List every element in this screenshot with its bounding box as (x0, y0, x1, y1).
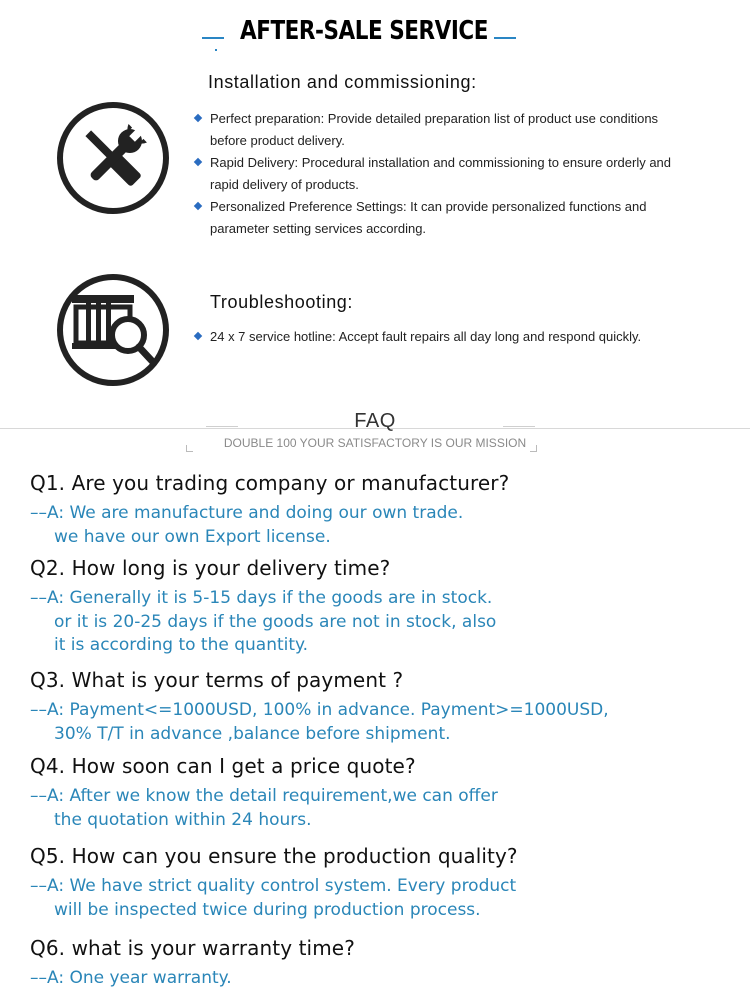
answer-line: ––A: After we know the detail requirement,we can offer (30, 786, 498, 806)
title-accent-line-left (202, 37, 224, 39)
bullet-text: parameter setting services according. (210, 221, 427, 236)
list-item (195, 152, 735, 196)
page-title: AFTER-SALE SERVICE (240, 16, 488, 46)
diamond-bullet-icon (194, 202, 202, 210)
wrench-screwdriver-icon (56, 101, 170, 215)
diamond-bullet-icon (194, 114, 202, 122)
list-item (195, 196, 735, 240)
faq-subtitle: DOUBLE 100 YOUR SATISFACTORY IS OUR MISSION (223, 436, 527, 450)
troubleshooting-heading: Troubleshooting: (210, 292, 354, 312)
diamond-bullet-icon (194, 158, 202, 166)
faq-question: Q6. what is your warranty time? (30, 936, 355, 960)
answer-line: it is according to the quantity. (54, 635, 309, 655)
answer-line: ––A: One year warranty. (30, 968, 232, 988)
faq-answer (30, 587, 496, 658)
faq-question: Q3. What is your terms of payment ? (30, 668, 404, 692)
answer-line: the quotation within 24 hours. (54, 809, 312, 830)
section-header (0, 8, 750, 48)
faq-question: Q1. Are you trading company or manufacturer? (30, 471, 510, 495)
bullet-text: Personalized Preference Settings: It can provide personalized functions and (210, 199, 647, 214)
faq-answer (30, 967, 232, 991)
title-accent-line-right (494, 37, 516, 39)
answer-line: or it is 20-25 days if the goods are not in stock, also (54, 611, 497, 632)
answer-line: 30% T/T in advance ,balance before shipment. (54, 723, 451, 744)
faq-answer (30, 699, 609, 746)
bullet-text: Rapid Delivery: Procedural installation and commissioning to ensure orderly and (210, 155, 672, 170)
bullet-text: before product delivery. (210, 133, 345, 148)
answer-line: will be inspected twice during production process. (54, 899, 481, 920)
answer-line: ––A: We have strict quality control system. Every product (30, 876, 517, 896)
title-accent-dot (215, 49, 217, 51)
faq-answer (30, 785, 498, 832)
faq-answer (30, 875, 516, 922)
diamond-bullet-icon (194, 332, 202, 340)
bullet-text: Perfect preparation: Provide detailed preparation list of product use conditions (210, 111, 659, 126)
installation-heading: Installation and commissioning: (208, 72, 477, 92)
troubleshooting-bullet-list (195, 326, 735, 348)
answer-line: ––A: We are manufacture and doing our own trade. (30, 503, 464, 523)
faq-question: Q2. How long is your delivery time? (30, 556, 391, 580)
bullet-text: rapid delivery of products. (210, 177, 359, 192)
faq-question: Q5. How can you ensure the production quality? (30, 844, 518, 868)
bullet-text: 24 x 7 service hotline: Accept fault repairs all day long and respond quickly. (210, 329, 642, 344)
list-item (195, 108, 735, 152)
answer-line: ––A: Generally it is 5-15 days if the goods are in stock. (30, 588, 493, 608)
installation-bullet-list (195, 108, 735, 240)
answer-line: we have our own Export license. (54, 526, 331, 547)
faq-question: Q4. How soon can I get a price quote? (30, 754, 416, 778)
list-item (195, 326, 735, 348)
faq-answer (30, 502, 463, 549)
magnifier-inspection-icon (56, 273, 170, 387)
answer-line: ––A: Payment<=1000USD, 100% in advance. Payment>=1000USD, (30, 700, 609, 720)
faq-title: FAQ (354, 410, 396, 432)
